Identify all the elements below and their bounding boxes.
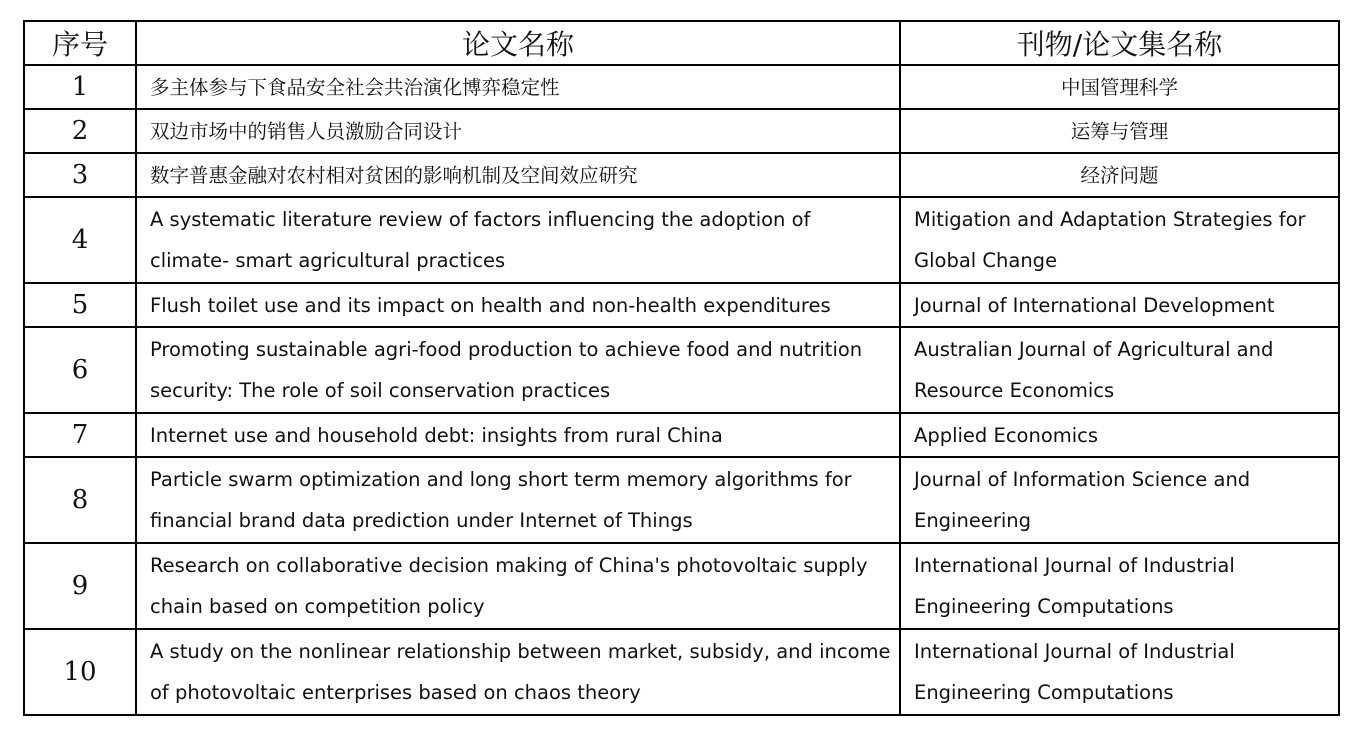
table-row [24,197,1339,283]
table-row [24,65,1339,109]
row-number: 10 [24,629,136,715]
journal-name: 经济问题 [900,153,1339,197]
header-title: 论文名称 [136,21,900,65]
journal-name: 运筹与管理 [900,109,1339,153]
papers-table-container [23,20,1338,716]
papers-table [23,20,1340,716]
row-number: 9 [24,543,136,629]
table-row [24,629,1339,715]
journal-name: Applied Economics [900,413,1339,457]
paper-title: Internet use and household debt: insights from rural China [136,413,900,457]
row-number: 6 [24,327,136,413]
table-header [24,21,1339,65]
header-journal: 刊物/论文集名称 [900,21,1339,65]
row-number: 7 [24,413,136,457]
journal-name: Journal of International Development [900,283,1339,327]
paper-title: 数字普惠金融对农村相对贫困的影响机制及空间效应研究 [136,153,900,197]
table-row [24,413,1339,457]
paper-title: A study on the nonlinear relationship between market, subsidy, and income of photovoltaic enterprises based on chaos theory [136,629,900,715]
paper-title: 多主体参与下食品安全社会共治演化博弈稳定性 [136,65,900,109]
journal-name: International Journal of Industrial Engineering Computations [900,543,1339,629]
journal-name: Australian Journal of Agricultural and Resource Economics [900,327,1339,413]
header-index: 序号 [24,21,136,65]
row-number: 8 [24,457,136,543]
table-row [24,457,1339,543]
row-number: 1 [24,65,136,109]
paper-title: Research on collaborative decision making of China's photovoltaic supply chain based on competition policy [136,543,900,629]
row-number: 5 [24,283,136,327]
table-row [24,109,1339,153]
row-number: 4 [24,197,136,283]
paper-title: 双边市场中的销售人员激励合同设计 [136,109,900,153]
table-body [24,65,1339,715]
table-row [24,543,1339,629]
paper-title: Promoting sustainable agri-food production to achieve food and nutrition security: The role of soil conservation practices [136,327,900,413]
journal-name: 中国管理科学 [900,65,1339,109]
journal-name: Journal of Information Science and Engineering [900,457,1339,543]
header-row [24,21,1339,65]
table-row [24,327,1339,413]
journal-name: International Journal of Industrial Engineering Computations [900,629,1339,715]
row-number: 2 [24,109,136,153]
journal-name: Mitigation and Adaptation Strategies for Global Change [900,197,1339,283]
paper-title: Flush toilet use and its impact on health and non-health expenditures [136,283,900,327]
paper-title: Particle swarm optimization and long short term memory algorithms for financial brand data prediction under Internet of Things [136,457,900,543]
table-row [24,283,1339,327]
table-row [24,153,1339,197]
paper-title: A systematic literature review of factors influencing the adoption of climate- smart agricultural practices [136,197,900,283]
row-number: 3 [24,153,136,197]
